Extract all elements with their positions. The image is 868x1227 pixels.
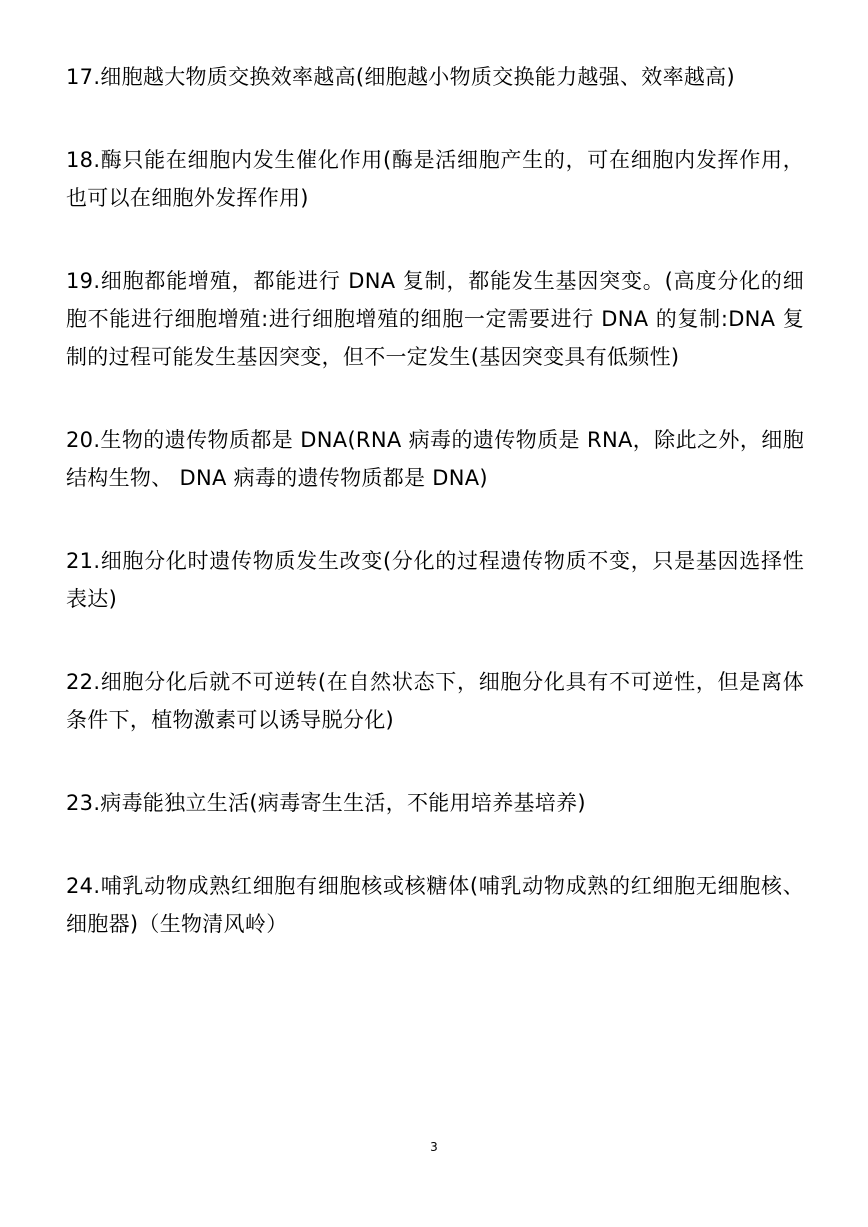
document-body (66, 58, 804, 988)
item-text: 17.细胞越大物质交换效率越高(细胞越小物质交换能力越强、效率越高) (66, 65, 735, 89)
list-item (66, 784, 804, 822)
item-text: 20.生物的遗传物质都是 DNA(RNA 病毒的遗传物质是 RNA，除此之外，细胞结构生物、 DNA 病毒的遗传物质都是 DNA) (66, 428, 804, 490)
list-item (66, 141, 804, 217)
item-text: 22.细胞分化后就不可逆转(在自然状态下，细胞分化具有不可逆性，但是离体条件下，植物激素可以诱导脱分化) (66, 670, 804, 732)
list-item (66, 58, 804, 96)
list-item (66, 867, 804, 943)
list-item (66, 542, 804, 618)
item-text: 21.细胞分化时遗传物质发生改变(分化的过程遗传物质不变，只是基因选择性表达) (66, 549, 804, 611)
list-item (66, 262, 804, 376)
list-item (66, 421, 804, 497)
page-number: 3 (430, 1140, 438, 1154)
item-text: 24.哺乳动物成熟红细胞有细胞核或核糖体(哺乳动物成熟的红细胞无细胞核、细胞器)（生物清风岭） (66, 874, 804, 936)
list-item (66, 663, 804, 739)
item-text: 19.细胞都能增殖，都能进行 DNA 复制，都能发生基因突变。(高度分化的细胞不能进行细胞增殖:进行细胞增殖的细胞一定需要进行 DNA 的复制:DNA 复制的过程可能发生基因突变，但不一定发生(基因突变具有低频性) (66, 269, 804, 369)
item-text: 18.酶只能在细胞内发生催化作用(酶是活细胞产生的，可在细胞内发挥作用，也可以在细胞外发挥作用) (66, 148, 804, 210)
item-text: 23.病毒能独立生活(病毒寄生生活，不能用培养基培养) (66, 791, 586, 815)
